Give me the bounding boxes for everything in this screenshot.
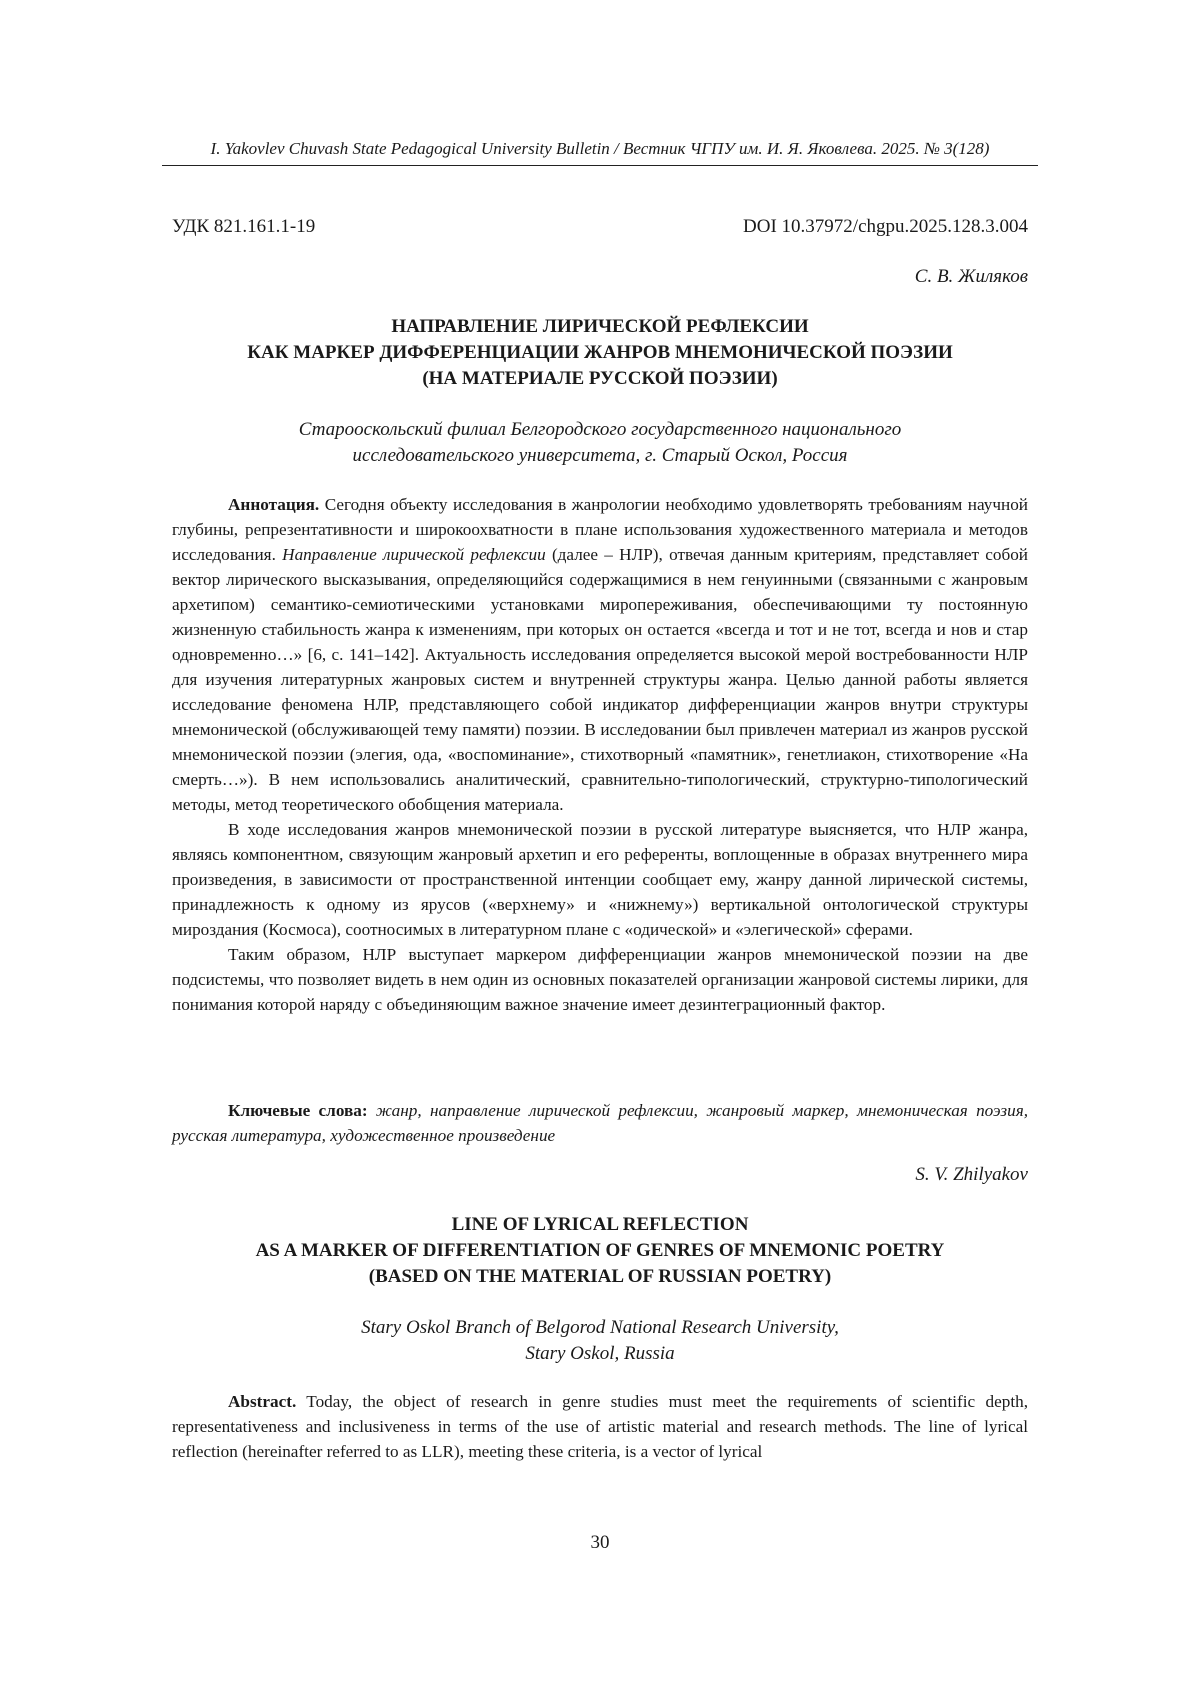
- abstract-ru-label: Аннотация.: [228, 495, 320, 514]
- title-ru: [172, 314, 1028, 392]
- keywords-ru: [172, 1098, 1028, 1148]
- abstract-ru-paragraph-3: Таким образом, НЛР выступает маркером дифференциации жанров мнемонической поэзии на две подсистемы, что позволяет видеть в нем один из основных показателей организации жанровой системы лирики, для понимания которой наряду с объединяющим важное значение имеет дезинтеграционный фактор.: [172, 945, 1028, 1014]
- affiliation-en-line: Stary Oskol Branch of Belgorod National Research University,: [361, 1317, 839, 1338]
- abstract-en-paragraph: [172, 1389, 1028, 1464]
- abstract-ru: [172, 492, 1028, 1017]
- doi: DOI 10.37972/chgpu.2025.128.3.004: [743, 216, 1028, 237]
- title-ru-line: (НА МАТЕРИАЛЕ РУССКОЙ ПОЭЗИИ): [422, 368, 778, 389]
- affiliation-ru-line: Старооскольский филиал Белгородского государственного национального: [298, 419, 902, 440]
- title-en-line: AS A MARKER OF DIFFERENTIATION OF GENRES OF MNEMONIC POETRY: [255, 1240, 945, 1261]
- abstract-en: [172, 1389, 1028, 1464]
- title-ru-line: НАПРАВЛЕНИЕ ЛИРИЧЕСКОЙ РЕФЛЕКСИИ: [391, 316, 809, 337]
- title-en: [172, 1212, 1028, 1290]
- abstract-ru-paragraph-1: [172, 492, 1028, 817]
- header-rule: [162, 165, 1038, 166]
- page-number: 30: [590, 1532, 610, 1553]
- author-ru: С. В. Жиляков: [914, 266, 1028, 287]
- affiliation-en-line: Stary Oskol, Russia: [525, 1343, 675, 1364]
- abstract-ru-paragraph-2: В ходе исследования жанров мнемонической поэзии в русской литературе выясняется, что НЛР жанра, являясь компонентном, связующим жанровый архетип и его референты, воплощенные в образах внутреннего мира произведения, в зависимости от пространственной интенции сообщает ему, жанру данной лирической системы, принадлежность к одному из ярусов («верхнему» и «нижнему») вертикальной онтологической структуры мироздания (Космоса), соотносимых в литературном плане с «одической» и «элегической» сферами.: [172, 820, 1028, 939]
- title-en-line: (BASED ON THE MATERIAL OF RUSSIAN POETRY): [368, 1266, 832, 1287]
- keywords-ru-label: Ключевые слова:: [228, 1101, 368, 1120]
- affiliation-ru-line: исследовательского университета, г. Старый Оскол, Россия: [352, 445, 848, 466]
- title-en-line: LINE OF LYRICAL REFLECTION: [451, 1214, 749, 1235]
- author-en: S. V. Zhilyakov: [915, 1164, 1028, 1185]
- abstract-ru-text: Сегодня объекту исследования в жанрологии необходимо удовлетворять требованиям научной глубины, репрезентативности и широкоохватности в плане использования художественного материала и методов исследования.: [172, 495, 1028, 564]
- journal-page: [172, 0, 1028, 1697]
- affiliation-en: [172, 1315, 1028, 1367]
- abstract-en-label: Abstract.: [228, 1392, 297, 1411]
- abstract-ru-term: Направление лирической рефлексии: [282, 545, 546, 564]
- affiliation-ru: [172, 417, 1028, 469]
- udc-code: УДК 821.161.1-19: [172, 216, 316, 237]
- abstract-en-text: Today, the object of research in genre studies must meet the requirements of scientific depth, representativeness and inclusiveness in terms of the use of artistic material and research methods. The line of lyrical reflection (hereinafter referred to as LLR), meeting these criteria, is a vector of lyrical: [172, 1392, 1028, 1461]
- abstract-ru-text: (далее – НЛР), отвечая данным критериям, представляет собой вектор лирического высказывания, определяющийся содержащимися в нем генуинными (связанными с жанровым архетипом) семантико-семиотическими установками миропереживания, обеспечивающими ту постоянную жизненную стабильность жанра к изменениям, при которых он остается «всегда и тот и не тот, всегда и нов и стар одновременно…» [6, с. 141–142]. Актуальность исследования определяется высокой мерой востребованности НЛР для изучения литературных жанровых систем и внутренней структуры жанра. Целью данной работы является исследование феномена НЛР, представляющего собой индикатор дифференциации жанров внутри структуры мнемонической (обслуживающей тему памяти) поэзии. В исследовании был привлечен материал из жанров русской мнемонической поэзии (элегия, ода, «воспоминание», стихотворный «памятник», генетлиакон, стихотворение «На смерть…»). В нем использовались аналитический, сравнительно-типологический, структурно-типологический методы, метод теоретического обобщения материала.: [172, 545, 1028, 814]
- keywords-ru-list: жанр, направление лирической рефлексии, жанровый маркер, мнемоническая поэзия, русская литература, художественное произведение: [172, 1101, 1028, 1145]
- title-ru-line: КАК МАРКЕР ДИФФЕРЕНЦИАЦИИ ЖАНРОВ МНЕМОНИЧЕСКОЙ ПОЭЗИИ: [247, 342, 953, 363]
- keywords-ru-paragraph: [172, 1098, 1028, 1148]
- running-header: I. Yakovlev Chuvash State Pedagogical University Bulletin / Вестник ЧГПУ им. И. Я. Яковлева. 2025. № 3(128): [210, 139, 990, 158]
